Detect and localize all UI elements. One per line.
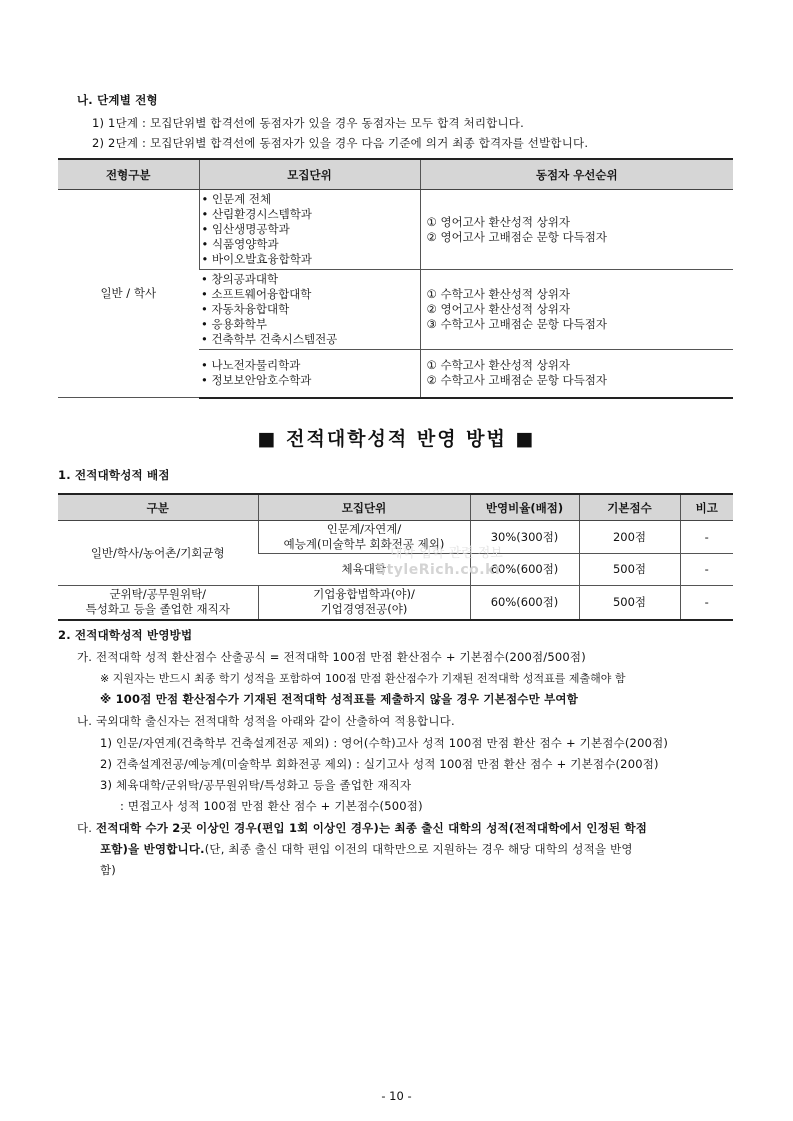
table-row [58,190,733,270]
watermark: StyleRich.co.kr [376,562,503,578]
text-prefix: 다. [77,821,97,835]
header-cell: 반영비율(배점) [470,494,579,521]
priority-item: ① 수학고사 환산성적 상위자 [426,287,570,301]
main-heading: ■ 전적대학성적 반영 방법 ■ [257,428,536,450]
unit-item: • 바이오발효융합학과 [201,252,312,266]
units-cell [199,190,420,270]
units-cell [199,350,420,398]
unit-cell: 체육대학 [258,554,470,586]
unit-line: 인문계/자연계/ [326,522,402,536]
note-cell: - [680,521,733,554]
priority-item: ② 영어고사 환산성적 상위자 [426,302,570,316]
unit-line: 기업경영전공(야) [320,602,408,617]
priority-cell [420,190,733,270]
units-cell [199,270,420,350]
unit-item: • 소프트웨어융합대학 [201,287,312,301]
stage1-text: 1) 1단계 : 모집단위별 합격선에 동점자가 있을 경우 동점자는 모두 합격 처리합니다. [92,116,524,130]
section-2-title: 2. 전적대학성적 반영방법 [58,628,193,642]
unit-item: • 자동차융합대학 [201,302,290,316]
foreign-text: 나. 국외대학 출신자는 전적대학 성적을 아래와 같이 산출하여 적용합니다. [77,714,455,728]
stage2-text: 2) 2단계 : 모집단위별 합격선에 동점자가 있을 경우 다음 기준에 의거 최종 합격자를 선발합니다. [92,136,589,150]
unit-item: • 식품영양학과 [201,237,279,251]
unit-line: 예능계(미술학부 회화전공 제외) [283,537,445,551]
multi-college-text [77,820,647,836]
multi-college-text-2 [100,841,633,857]
section-title: 나. 단계별 전형 [77,93,158,107]
category-cell [58,586,258,620]
unit-line: 기업융합법학과(야)/ [313,587,415,602]
unit-item: • 창의공과대학 [201,272,279,286]
category-cell: 일반 / 학사 [58,190,199,398]
unit-item: • 건축학부 건축시스템전공 [201,332,338,346]
category-cell: 일반/학사/농어촌/기회균형 [58,521,258,586]
foreign-item: 2) 건축설계전공/예능계(미술학부 회화전공 제외) : 실기고사 성적 100점 만점 환산 점수 + 기본점수(200점) [100,757,659,771]
header-cell: 모집단위 [258,494,470,521]
ratio-cell: 60%(600점) [470,586,579,620]
note-text-bold: ※ 100점 만점 환산점수가 기재된 전적대학 성적표를 제출하지 않을 경우 기본점수만 부여함 [100,692,579,706]
unit-item: • 나노전자물리학과 [201,358,301,373]
unit-item: • 산림환경시스템학과 [201,207,312,221]
header-cell: 비고 [680,494,733,521]
header-cell: 모집단위 [199,159,420,190]
note-cell: - [680,586,733,620]
note-text: ※ 지원자는 반드시 최종 학기 성적을 포함하여 100점 만점 환산점수가 기재된 전적대학 성적표를 제출해야 함 [100,672,626,685]
text-bold: 포함)을 반영합니다. [100,842,205,856]
foreign-item-formula: : 면접고사 성적 100점 만점 환산 점수 + 기본점수(500점) [120,799,423,813]
unit-item: • 인문계 전체 [201,192,272,206]
unit-item: • 정보보안암호수학과 [201,373,312,388]
category-line: 군위탁/공무원위탁/ [109,587,207,602]
multi-college-text-3: 함) [100,863,116,877]
table-header-row [58,159,733,190]
header-cell: 동점자 우선순위 [420,159,733,190]
unit-cell [258,586,470,620]
text-regular: (단, 최종 출신 대학 편입 이전의 대학만으로 지원하는 경우 해당 대학의 성적을 반영 [204,842,633,856]
priority-cell [420,350,733,398]
text-bold: 전적대학 수가 2곳 이상인 경우(편입 1회 이상인 경우)는 최종 출신 대학의 성적(전적대학에서 인정된 학점 [96,821,648,835]
header-cell: 기본점수 [579,494,680,521]
priority-item: ② 수학고사 고배점순 문항 다득점자 [426,373,607,388]
foreign-item: 1) 인문/자연계(건축학부 건축설계전공 제외) : 영어(수학)고사 성적 100점 만점 환산 점수 + 기본점수(200점) [100,736,669,750]
foreign-item: 3) 체육대학/군위탁/공무원위탁/특성화고 등을 졸업한 재직자 [100,778,412,792]
formula-text: 가. 전적대학 성적 환산점수 산출공식 = 전적대학 100점 만점 환산점수 + 기본점수(200점/500점) [77,650,586,664]
header-cell: 구분 [58,494,258,521]
unit-item: • 임산생명공학과 [201,222,290,236]
table-header-row [58,494,733,521]
category-line: 특성화고 등을 졸업한 재직자 [85,602,230,617]
base-score-cell: 500점 [579,586,680,620]
priority-item: ① 영어고사 환산성적 상위자 [426,214,570,229]
ratio-cell: 30%(300점) [470,521,579,554]
page-number: - 10 - [381,1089,412,1103]
note-cell: - [680,554,733,586]
tie-priority-table [58,158,733,399]
ratio-cell: 60%(600점) [470,554,579,586]
priority-item: ③ 수학고사 고배점순 문항 다득점자 [426,317,607,331]
header-cell: 전형구분 [58,159,199,190]
priority-item: ② 영어고사 고배점순 문항 다득점자 [426,229,607,244]
base-score-cell: 200점 [579,521,680,554]
base-score-cell: 500점 [579,554,680,586]
table-row [58,586,733,620]
priority-item: ① 수학고사 환산성적 상위자 [426,358,570,373]
unit-item: • 응용화학부 [201,317,267,331]
priority-cell [420,270,733,350]
section-1-title: 1. 전적대학성적 배점 [58,468,170,482]
watermark-top: 대학 입학 관련 정보 [390,546,503,561]
